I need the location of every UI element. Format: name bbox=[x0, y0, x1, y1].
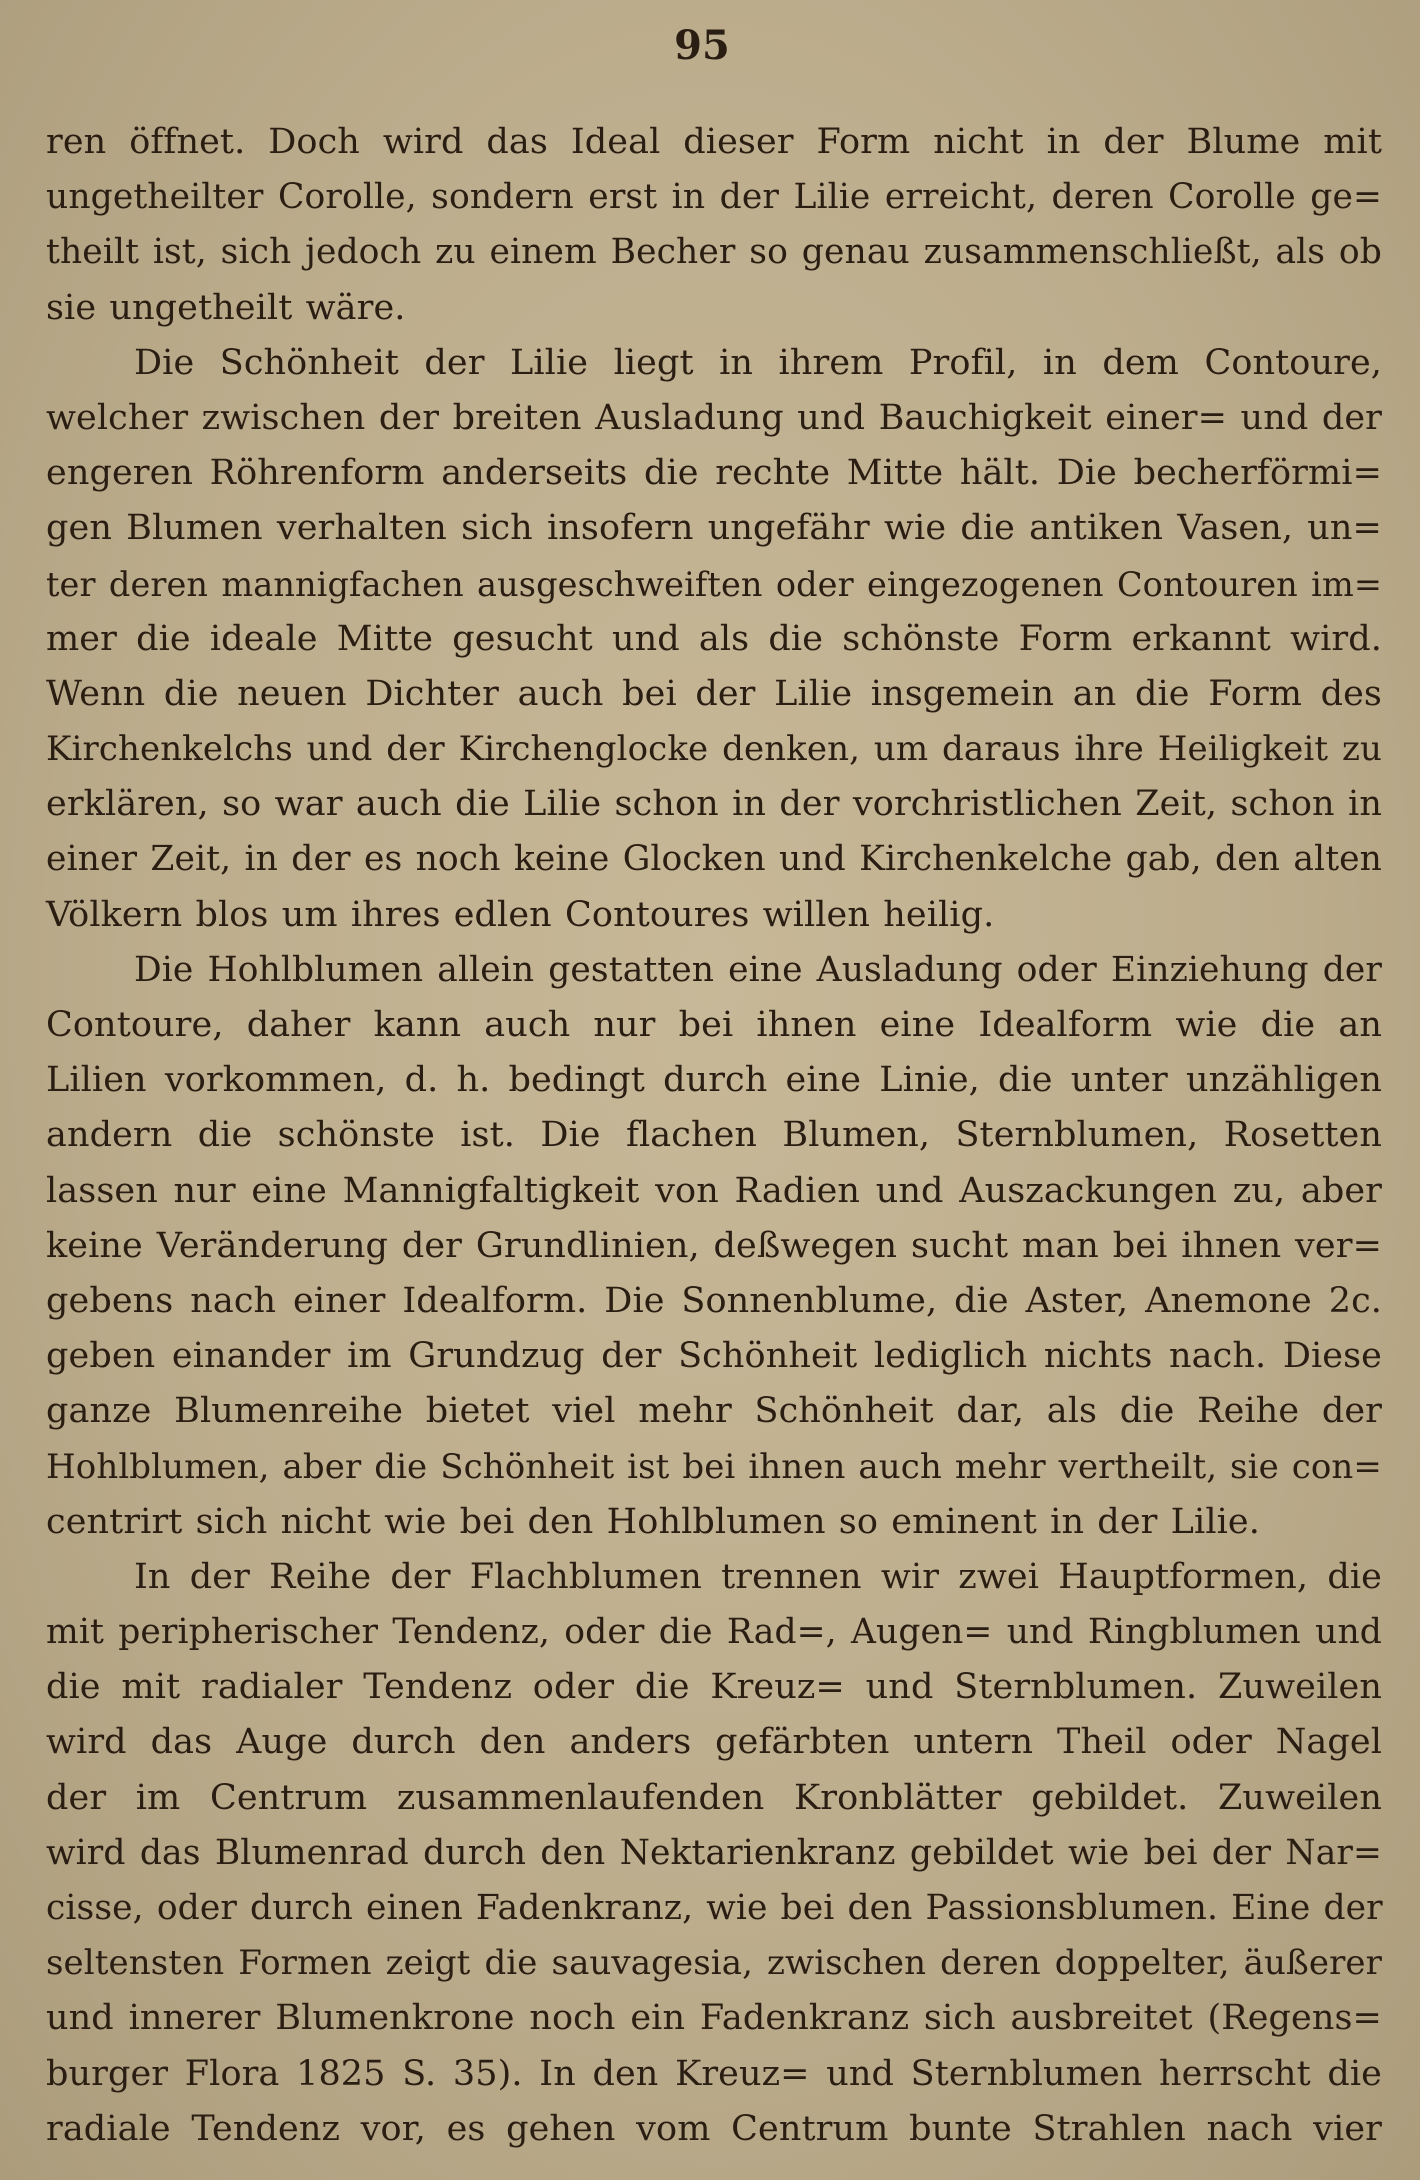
text-line: gebens nach einer Idealform. Die Sonnenblume, die Aster, Anemone 2c. bbox=[46, 1280, 1382, 1321]
text-line: ganze Blumenreihe bietet viel mehr Schönheit dar, als die Reihe der bbox=[46, 1391, 1382, 1432]
text-line: theilt ist, sich jedoch zu einem Becher so genau zusammenschließt, als ob bbox=[46, 232, 1382, 273]
text-line: andern die schönste ist. Die flachen Blumen, Sternblumen, Rosetten bbox=[46, 1115, 1382, 1156]
text-line: mit peripherischer Tendenz, oder die Rad=, Augen= und Ringblumen und bbox=[46, 1612, 1382, 1653]
text-line: Völkern blos um ihres edlen Contoures willen heilig. bbox=[46, 894, 995, 935]
text-line: welcher zwischen der breiten Ausladung und Bauchigkeit einer= und der bbox=[46, 397, 1382, 438]
paragraph-first-line: Die Hohlblumen allein gestatten eine Ausladung oder Einziehung der bbox=[134, 949, 1382, 990]
text-line: lassen nur eine Mannigfaltigkeit von Radien und Auszackungen zu, aber bbox=[46, 1170, 1382, 1211]
text-line: engeren Röhrenform anderseits die rechte Mitte hält. Die becherförmi= bbox=[46, 453, 1382, 494]
text-line: der im Centrum zusammenlaufenden Kronblätter gebildet. Zuweilen bbox=[46, 1777, 1382, 1818]
text-line: ungetheilter Corolle, sondern erst in der Lilie erreicht, deren Corolle ge= bbox=[46, 177, 1382, 218]
text-line: seltensten Formen zeigt die sauvagesia, zwischen deren doppelter, äußerer bbox=[46, 1943, 1382, 1984]
text-line: ter deren mannigfachen ausgeschweiften oder eingezogenen Contouren im= bbox=[46, 564, 1382, 604]
paragraph-first-line: In der Reihe der Flachblumen trennen wir zwei Hauptformen, die bbox=[134, 1556, 1382, 1597]
text-line: gen Blumen verhalten sich insofern ungefähr wie die antiken Vasen, un= bbox=[46, 508, 1382, 549]
text-line: ren öffnet. Doch wird das Ideal dieser Form nicht in der Blume mit bbox=[46, 122, 1382, 162]
text-line: Kirchenkelchs und der Kirchenglocke denken, um daraus ihre Heiligkeit zu bbox=[46, 729, 1382, 770]
text-line: einer Zeit, in der es noch keine Glocken und Kirchenkelche gab, den alten bbox=[46, 839, 1382, 880]
text-line: Wenn die neuen Dichter auch bei der Lilie insgemein an die Form des bbox=[46, 673, 1382, 714]
text-line: cisse, oder durch einen Fadenkranz, wie bei den Passionsblumen. Eine der bbox=[46, 1888, 1383, 1928]
text-line: sie ungetheilt wäre. bbox=[46, 287, 406, 328]
text-line: centrirt sich nicht wie bei den Hohlblumen so eminent in der Lilie. bbox=[46, 1501, 1260, 1542]
text-line: Contoure, daher kann auch nur bei ihnen eine Idealform wie die an bbox=[46, 1005, 1382, 1045]
text-line: Hohlblumen, aber die Schönheit ist bei ihnen auch mehr vertheilt, sie con= bbox=[46, 1446, 1382, 1487]
text-line: keine Veränderung der Grundlinien, deßwegen sucht man bei ihnen ver= bbox=[46, 1225, 1382, 1266]
text-line: wird das Blumenrad durch den Nektarienkranz gebildet wie bei der Nar= bbox=[46, 1832, 1382, 1873]
paragraph-first-line: Die Schönheit der Lilie liegt in ihrem Profil, in dem Contoure, bbox=[134, 342, 1382, 383]
text-line: burger Flora 1825 S. 35). In den Kreuz= und Sternblumen herrscht die bbox=[46, 2053, 1382, 2094]
text-line: erklären, so war auch die Lilie schon in der vorchristlichen Zeit, schon in bbox=[46, 784, 1382, 825]
text-line: radiale Tendenz vor, es gehen vom Centrum bunte Strahlen nach vier bbox=[46, 2108, 1382, 2149]
text-line: Lilien vorkommen, d. h. bedingt durch eine Linie, die unter unzähligen bbox=[46, 1060, 1382, 1101]
text-line: und innerer Blumenkrone noch ein Fadenkranz sich ausbreitet (Regens= bbox=[46, 1998, 1382, 2039]
text-line: mer die ideale Mitte gesucht und als die schönste Form erkannt wird. bbox=[46, 618, 1382, 659]
page-number: 95 bbox=[674, 22, 730, 69]
text-line: die mit radialer Tendenz oder die Kreuz= und Sternblumen. Zuweilen bbox=[46, 1667, 1382, 1708]
text-line: wird das Auge durch den anders gefärbten untern Theil oder Nagel bbox=[46, 1722, 1382, 1763]
text-line: geben einander im Grundzug der Schönheit lediglich nichts nach. Diese bbox=[46, 1336, 1382, 1377]
body-text bbox=[46, 115, 1382, 2157]
